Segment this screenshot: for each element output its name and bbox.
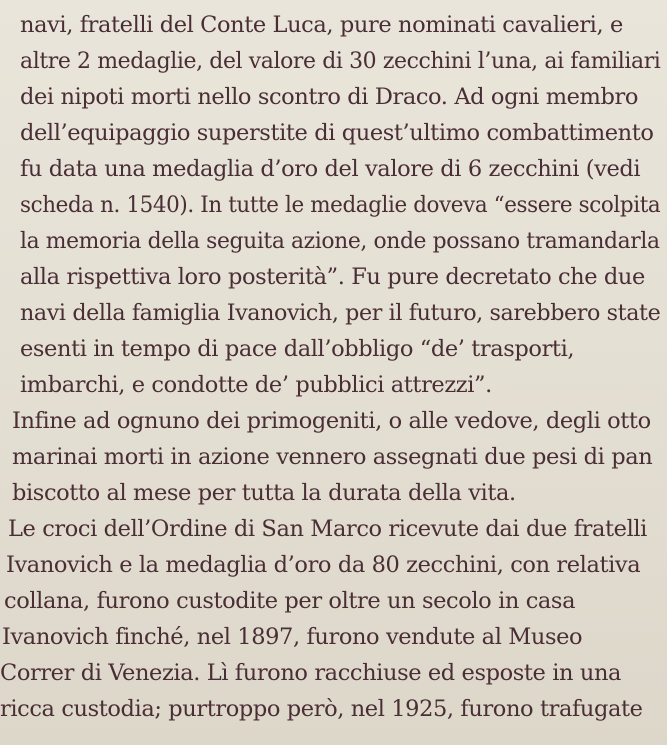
text-line: Ivanovich e la medaglia d’oro da 80 zecchini, con relativa xyxy=(6,552,641,578)
text-line: biscotto al mese per tutta la durata della vita. xyxy=(12,480,516,506)
text-line: fu data una medaglia d’oro del valore di 6 zecchini (vedi xyxy=(20,156,641,182)
text-line: Correr di Venezia. Lì furono racchiuse ed esposte in una xyxy=(0,660,622,686)
text-line: alla rispettiva loro posterità”. Fu pure decretato che due xyxy=(20,264,645,290)
text-line: scheda n. 1540). In tutte le medaglie doveva “essere scolpita xyxy=(20,192,661,218)
text-line: dei nipoti morti nello scontro di Draco. Ad ogni membro xyxy=(20,84,638,110)
text-line: dell’equipaggio superstite di quest’ultimo combattimento xyxy=(20,120,654,146)
text-line: Ivanovich finché, nel 1897, furono vendute al Museo xyxy=(2,624,583,650)
text-line: marinai morti in azione vennero assegnati due pesi di pan xyxy=(12,444,653,470)
text-line: Le croci dell’Ordine di San Marco ricevute dai due fratelli xyxy=(8,516,647,542)
text-line: imbarchi, e condotte de’ pubblici attrezzi”. xyxy=(20,372,492,398)
text-line: esenti in tempo di pace dall’obbligo “de’ trasporti, xyxy=(20,336,575,362)
text-line: navi, fratelli del Conte Luca, pure nominati cavalieri, e xyxy=(20,12,623,38)
text-line: la memoria della seguita azione, onde possano tramandarla xyxy=(20,228,660,254)
text-line: altre 2 medaglie, del valore di 30 zecchini l’una, ai familiari xyxy=(20,48,661,74)
text-line: Infine ad ognuno dei primogeniti, o alle vedove, degli otto xyxy=(12,408,651,434)
text-line: ricca custodia; purtroppo però, nel 1925, furono trafugate xyxy=(0,696,643,722)
text-line: navi della famiglia Ivanovich, per il futuro, sarebbero state xyxy=(20,300,661,326)
text-line: collana, furono custodite per oltre un secolo in casa xyxy=(4,588,576,614)
